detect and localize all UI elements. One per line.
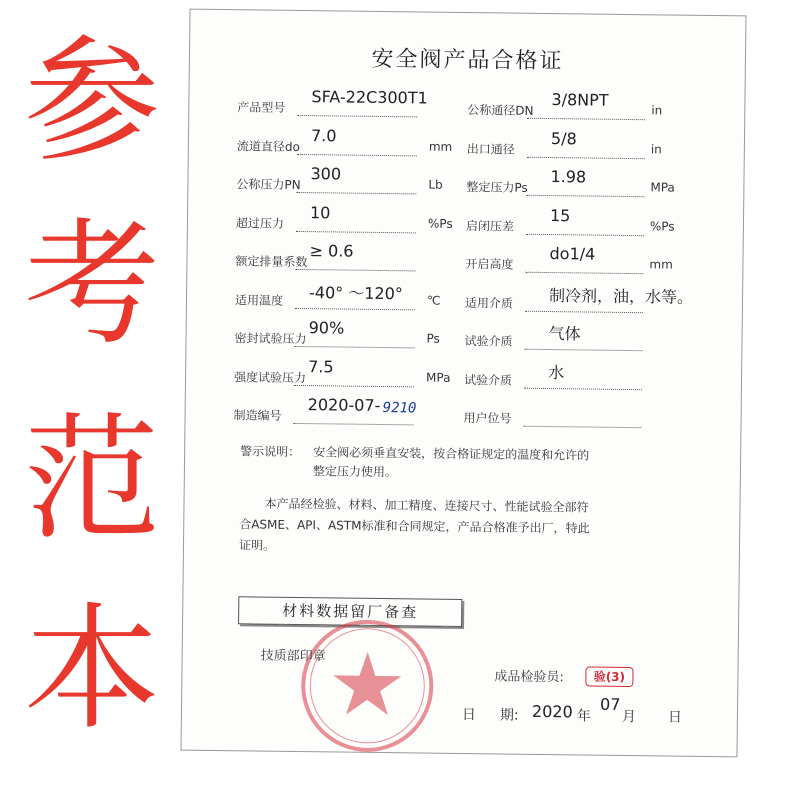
field-underline [526, 195, 644, 197]
field-label: 公称压力PN [236, 177, 301, 192]
field-unit: ℃ [426, 293, 441, 308]
date-day-label: 日 [667, 709, 683, 726]
field-label: 用户位号 [463, 411, 512, 426]
field-underline [525, 310, 643, 312]
field-value: 7.5 [308, 356, 334, 376]
field-label: 试验介质 [464, 334, 513, 349]
warning-label: 警示说明： [240, 444, 301, 460]
field-underline [527, 156, 645, 158]
field-value: do1/4 [549, 244, 596, 264]
field-unit: %Ps [427, 216, 453, 231]
field-unit: MPa [425, 370, 451, 385]
date-year: 2020 [531, 701, 573, 722]
warning-line: 整定压力使用。 [312, 464, 398, 480]
certification-line: 本产品经检验、材料、加工精度、连接尺寸、性能试验全部符 [264, 496, 589, 515]
field-value: 90% [308, 318, 345, 338]
field-unit: MPa [650, 180, 675, 195]
field-value: 1.98 [550, 167, 587, 187]
field-value: 7.0 [310, 125, 337, 145]
field-underline [525, 272, 643, 274]
field-label: 流道直径do [236, 138, 300, 154]
field-underline [296, 192, 416, 194]
dept-seal-label: 技质部印章 [260, 648, 326, 665]
field-label: 出口通径 [466, 141, 515, 157]
inspector-label: 成品检验员: [494, 669, 564, 686]
field-label: 整定压力Ps [466, 180, 528, 195]
date-label: 日 [461, 707, 477, 724]
field-label: 开启高度 [465, 257, 514, 272]
watermark-char: 参 [24, 23, 160, 181]
inspector-stamp: 验(3) [585, 667, 633, 688]
certification-line: 合ASME、API、ASTM标准和合同规定，产品合格准予出厂，特此 [239, 517, 590, 536]
field-underline [524, 387, 642, 389]
field-value: 5/8 [550, 128, 577, 148]
field-underline [293, 423, 413, 425]
warning-line: 安全阀必须垂直安装，按合格证规定的温度和允许的 [313, 445, 590, 463]
date-month: 07 [599, 694, 621, 714]
date-year-label: 年 [576, 708, 592, 725]
field-unit: mm [649, 257, 673, 272]
field-unit: %Ps [649, 218, 675, 234]
field-underline [527, 118, 645, 120]
field-value: 水 [548, 362, 565, 382]
field-underline [294, 346, 414, 348]
field-unit: mm [428, 139, 453, 154]
field-label: 公称通径DN [467, 103, 534, 118]
field-value: 15 [549, 205, 571, 225]
field-unit: Lb [428, 177, 443, 192]
field-underline [296, 230, 416, 232]
field-value-handwritten: 9210 [382, 400, 417, 417]
field-label: 密封试验压力 [234, 331, 307, 347]
field-value: 2020-07- [307, 395, 381, 415]
field-value: 10 [309, 202, 331, 222]
field-label: 适用介质 [464, 295, 514, 311]
field-unit: in [651, 103, 663, 118]
field-value: 3/8NPT [551, 90, 609, 110]
field-underline [297, 115, 417, 117]
certification-line: 证明。 [238, 538, 276, 553]
certificate-sheet [180, 9, 746, 758]
field-underline [524, 349, 642, 351]
watermark-char: 范 [24, 401, 160, 559]
field-underline [526, 233, 644, 235]
field-value: SFA-22C300T1 [311, 87, 428, 108]
date-label: 期: [499, 707, 519, 724]
field-value: ≥ 0.6 [309, 241, 354, 261]
field-label: 适用温度 [234, 292, 284, 308]
certificate-title: 安全阀产品合格证 [371, 46, 564, 75]
field-underline [295, 269, 415, 271]
field-label: 强度试验压力 [233, 369, 307, 385]
field-underline [523, 426, 641, 428]
field-value: 气体 [548, 324, 581, 344]
field-label: 制造编号 [233, 408, 282, 423]
department-seal-icon [296, 615, 438, 757]
watermark-char: 本 [24, 591, 160, 749]
watermark-char: 考 [24, 206, 160, 364]
date-month-label: 月 [621, 708, 637, 726]
field-unit: Ps [426, 331, 440, 346]
field-underline [297, 153, 417, 155]
field-label: 产品型号 [237, 100, 286, 115]
field-label: 启闭压差 [465, 218, 515, 234]
field-underline [295, 307, 415, 309]
field-underline [294, 384, 414, 386]
field-label: 超过压力 [235, 215, 285, 231]
field-label: 试验介质 [463, 372, 513, 388]
field-label: 额定排量系数 [235, 254, 308, 270]
field-value: -40° ～120° [308, 282, 403, 303]
field-value: 300 [310, 164, 342, 184]
field-value: 制冷剂，油，水等。 [548, 285, 694, 307]
records-box: 材料数据留厂备查 [238, 596, 462, 627]
field-unit: in [650, 141, 662, 156]
